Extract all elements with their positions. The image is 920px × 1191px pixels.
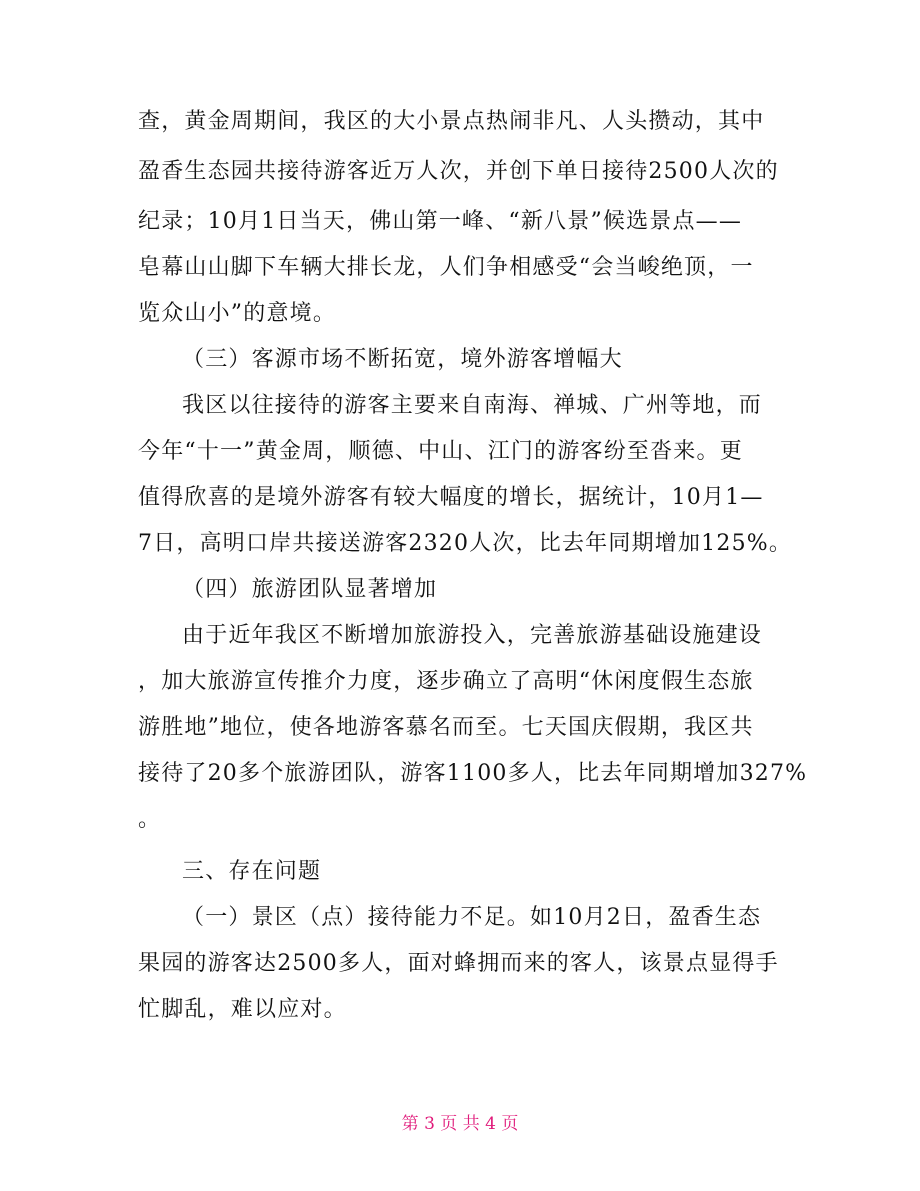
text-line: 值得欣喜的是境外游客有较大幅度的增长，据统计，10月1— (138, 485, 764, 510)
text-line: 游胜地”地位，使各地游客慕名而至。七天国庆假期，我区共 (138, 715, 754, 740)
text-line: 查，黄金周期间，我区的大小景点热闹非凡、人头攒动，其中 (138, 109, 765, 134)
text-line: 。 (138, 807, 162, 832)
text-line: ，加大旅游宣传推介力度，逐步确立了高明“休闲度假生态旅 (138, 669, 754, 694)
section-heading: （三）客源市场不断拓宽，境外游客增幅大 (182, 347, 623, 372)
text-line: 果园的游客达2500多人，面对蜂拥而来的客人，该景点显得手 (138, 951, 779, 976)
text-line: 皂幕山山脚下车辆大排长龙，人们争相感受“会当峻绝顶，一 (138, 255, 754, 280)
section-heading: （四）旅游团队显著增加 (182, 577, 438, 602)
text-line: 今年“十一”黄金周，顺德、中山、江门的游客纷至沓来。更 (138, 439, 743, 464)
text-line: （一）景区（点）接待能力不足。如10月2日，盈香生态 (182, 905, 762, 930)
text-line: 我区以往接待的游客主要来自南海、禅城、广州等地，而 (182, 393, 763, 418)
text-line: 览众山小”的意境。 (138, 301, 337, 326)
text-line: 忙脚乱，难以应对。 (138, 997, 347, 1022)
page-number-footer: 第 3 页 共 4 页 (401, 1114, 519, 1134)
text-line: 7日，高明口岸共接送游客2320人次，比去年同期增加125%。 (138, 531, 793, 556)
section-heading: 三、存在问题 (182, 859, 322, 884)
text-line: 纪录；10月1日当天，佛山第一峰、“新八景”候选景点—— (138, 209, 743, 234)
text-line: 盈香生态园共接待游客近万人次，并创下单日接待2500人次的 (138, 159, 779, 184)
text-line: 由于近年我区不断增加旅游投入，完善旅游基础设施建设 (182, 623, 763, 648)
text-line: 接待了20多个旅游团队，游客1100多人，比去年同期增加327% (138, 761, 808, 786)
